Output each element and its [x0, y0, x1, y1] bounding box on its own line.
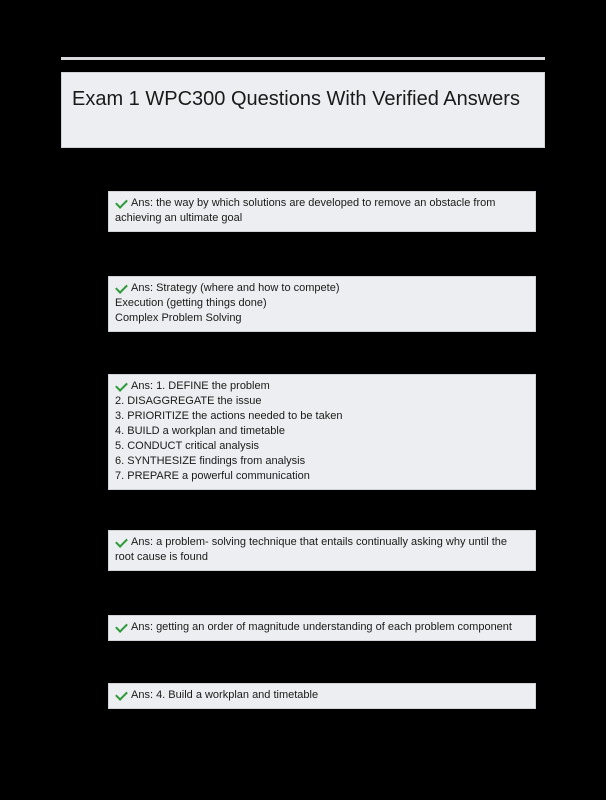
answer-line: 2. DISAGGREGATE the issue	[115, 395, 262, 407]
answer-box-5	[108, 615, 536, 641]
check-icon	[115, 196, 128, 209]
answer-box-1	[108, 191, 536, 232]
answer-box-2	[108, 276, 536, 332]
top-divider	[61, 57, 545, 60]
answer-text: Ans: the way by which solutions are developed to remove an obstacle from achieving an ultimate goal	[115, 197, 496, 224]
answer-line: Complex Problem Solving	[115, 312, 242, 324]
check-icon	[115, 281, 128, 294]
answer-line: 5. CONDUCT critical analysis	[115, 440, 260, 452]
answer-box-3	[108, 374, 536, 490]
answer-line: Execution (getting things done)	[115, 297, 267, 309]
check-icon	[115, 379, 128, 392]
answer-line: 3. PRIORITIZE the actions needed to be taken	[115, 410, 343, 422]
answer-line: 4. BUILD a workplan and timetable	[115, 425, 285, 437]
answer-line: 6. SYNTHESIZE findings from analysis	[115, 455, 306, 467]
check-icon	[115, 535, 128, 548]
answer-text: Ans: a problem- solving technique that entails continually asking why until the root cause is found	[115, 536, 508, 563]
answer-text: Ans: 1. DEFINE the problem	[131, 380, 270, 392]
answer-text: Ans: getting an order of magnitude understanding of each problem component	[131, 621, 512, 633]
title-box	[61, 72, 545, 148]
page-title: Exam 1 WPC300 Questions With Verified Answers	[72, 88, 520, 110]
check-icon	[115, 688, 128, 701]
answer-text: Ans: Strategy (where and how to compete)	[131, 282, 340, 294]
answer-line: 7. PREPARE a powerful communication	[115, 470, 310, 482]
answer-text: Ans: 4. Build a workplan and timetable	[131, 689, 319, 701]
answer-box-4	[108, 530, 536, 571]
check-icon	[115, 620, 128, 633]
answer-box-6	[108, 683, 536, 709]
